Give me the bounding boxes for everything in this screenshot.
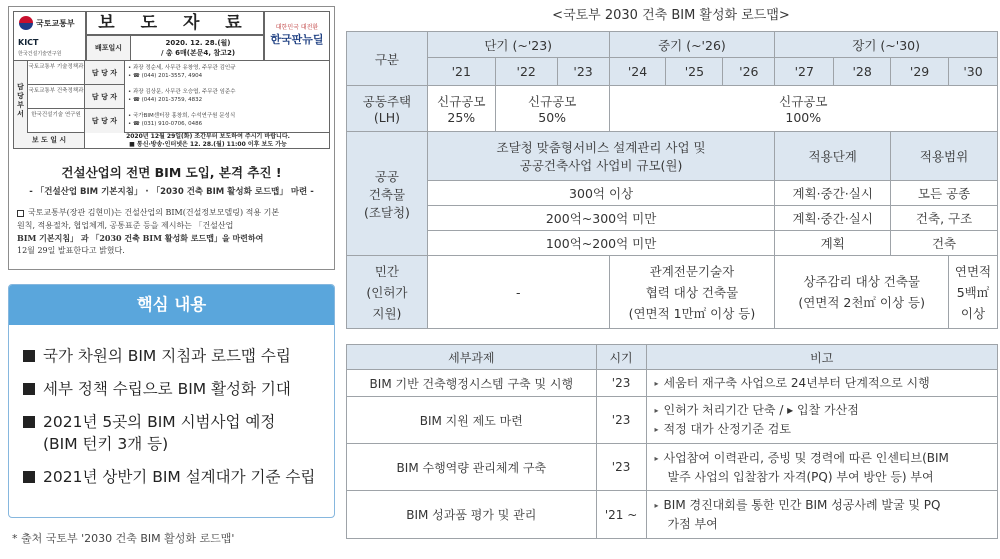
public-stage-cell: 계획 <box>775 231 891 256</box>
public-label-line: 공공 <box>374 168 399 184</box>
note-line: 가점 부여 <box>667 517 718 531</box>
taeguk-icon <box>19 16 33 30</box>
key-contents-list <box>9 325 334 488</box>
period-cell: '23 <box>596 444 646 491</box>
public-row-label <box>347 132 428 256</box>
task-header: 세부과제 <box>347 345 597 370</box>
public-stage-cell: 계획·중간·실시 <box>775 181 891 206</box>
task-cell: BIM 지원 제도 마련 <box>347 397 597 444</box>
list-item <box>23 378 334 400</box>
public-size-header <box>427 132 774 181</box>
notes-cell <box>646 397 997 444</box>
year-header: '21 <box>427 58 495 86</box>
list-item-text: 2021년 5곳의 BIM 시범사업 예정 <box>43 413 276 431</box>
public-stage-cell: 계획·중간·실시 <box>775 206 891 231</box>
ministry-logo: 국토교통부 <box>36 19 75 28</box>
note-line: 사업참여 이력관리, 증빙 및 경력에 따른 인센티브(BIM <box>663 450 949 465</box>
private-mid-line: 협력 대상 건축물 <box>645 284 739 300</box>
department-label: 담당 부서 <box>14 61 28 133</box>
list-item-text: 2021년 상반기 BIM 설계대가 기준 수립 <box>43 468 316 486</box>
year-header: '24 <box>609 58 666 86</box>
release-time-row <box>13 133 330 149</box>
table-row <box>347 491 998 539</box>
private-row-label <box>347 256 428 329</box>
contact-info <box>128 85 236 104</box>
contact-info <box>128 109 235 128</box>
list-item <box>23 345 334 367</box>
square-bullet-icon <box>23 383 35 395</box>
notes-cell <box>646 444 997 491</box>
note-line: BIM 경진대회를 통한 민간 BIM 성공사례 발굴 및 PQ <box>663 498 941 512</box>
year-header: '27 <box>775 58 834 86</box>
public-scope-cell: 건축, 구조 <box>891 206 998 231</box>
contact-info <box>128 61 236 80</box>
press-body <box>17 207 329 257</box>
square-bullet-icon <box>23 471 35 483</box>
triangle-bullet-icon: ▸ <box>654 501 659 510</box>
private-label-line: 지원) <box>372 305 402 321</box>
phase-short-header: 단기 (~'23) <box>427 32 609 58</box>
public-scope-cell: 건축 <box>891 231 998 256</box>
body-line: BIM 기본지침」 과 「2030 건축 BIM 활성화 로드맵」을 마련하여 <box>17 233 264 243</box>
list-item-text: 국가 차원의 BIM 지침과 로드맵 수립 <box>43 347 291 365</box>
period-cell: '23 <box>596 397 646 444</box>
checkbox-icon <box>17 210 24 217</box>
key-contents-title: 핵심 내용 <box>9 285 334 325</box>
contact-org: 한국건설기술 연구원 <box>28 109 85 133</box>
lh-cell-text: 100% <box>785 110 822 125</box>
lh-cell-text: 신규공모 <box>779 94 828 109</box>
note-line: 적정 대가 산정기준 검토 <box>663 422 791 436</box>
date-label: 배포일시 <box>87 36 131 60</box>
lh-cell-text: 신규공모 <box>528 94 577 109</box>
private-mid-line: (연면적 1만㎡ 이상 등) <box>628 305 756 321</box>
contact-info-line: • 국가BIM센터장 홍창희, 수석연구원 문성식 <box>128 113 236 119</box>
contact-org: 국토교통부 기술정책과 <box>28 61 85 85</box>
square-bullet-icon <box>23 350 35 362</box>
category-header: 구분 <box>347 32 428 86</box>
lh-cell-text: 신규공모 <box>437 94 486 109</box>
roadmap-table <box>346 31 998 329</box>
new-deal-name: 한국판뉴딜 <box>270 33 324 46</box>
private-long-line: (연면적 2천㎡ 이상 등) <box>798 295 925 310</box>
private-label-line: 민간 <box>374 263 399 279</box>
release-label: 보 도 일 시 <box>14 133 85 148</box>
press-subheadline: - 「건설산업 BIM 기본지침」 · 「2030 건축 BIM 활성화 로드맵」 마련 - <box>29 187 314 197</box>
year-header: '28 <box>834 58 891 86</box>
public-size-cell: 100억~200억 미만 <box>427 231 774 256</box>
public-size-header-line: 공공건축사업 사업비 규모(원) <box>519 158 683 173</box>
new-deal-logo <box>264 11 330 61</box>
private-label-line: (인허가 <box>366 284 408 300</box>
public-label-line: 건축물 <box>368 186 406 202</box>
private-mid-cell <box>609 256 775 329</box>
lh-cell-text: 25% <box>447 110 476 125</box>
press-release-header <box>13 11 330 149</box>
release-line: 2020년 12월 29일(화) 조간부터 보도하여 주시기 바랍니다. <box>126 133 290 140</box>
task-cell: BIM 수행역량 관리체계 구축 <box>347 444 597 491</box>
public-label-line: (조달청) <box>363 204 410 220</box>
contact-info-line: • ☎ (031) 910-0706, 0486 <box>128 121 203 127</box>
contact-manager-label: 담 당 자 <box>85 61 125 85</box>
press-headline: 건설산업의 전면 BIM 도입, 본격 추진 ! <box>61 165 282 180</box>
tasks-table <box>346 344 998 539</box>
lh-cell-21 <box>427 86 495 132</box>
note-line: 발주 사업의 입찰참가 자격(PQ) 부여 방안 등) 부여 <box>667 469 934 484</box>
roadmap-title: <국토부 2030 건축 BIM 활성화 로드맵> <box>552 8 790 23</box>
notes-cell <box>646 370 997 397</box>
distribution-date-row <box>86 35 264 61</box>
period-cell: '21 ~ <box>596 491 646 539</box>
logo-panel <box>13 11 86 61</box>
public-size-cell: 200억~300억 미만 <box>427 206 774 231</box>
lh-cell-text: 50% <box>538 110 567 125</box>
year-header: '23 <box>557 58 609 86</box>
year-header: '22 <box>495 58 557 86</box>
list-item-text: (BIM 턴키 3개 등) <box>43 435 169 453</box>
release-value <box>88 133 328 148</box>
private-short-cell: - <box>427 256 609 329</box>
list-item-text: 세부 정책 수립으로 BIM 활성화 기대 <box>43 380 291 398</box>
source-note: * 출처 국토부 '2030 건축 BIM 활성화 로드맵' <box>12 532 235 545</box>
private-end-line: 5백㎡ <box>956 284 990 300</box>
period-cell: '23 <box>596 370 646 397</box>
body-line: 12월 29일 발표한다고 밝혔다. <box>17 245 125 255</box>
lh-cell-22-23 <box>495 86 609 132</box>
task-cell: BIM 기반 건축행정시스템 구축 및 시행 <box>347 370 597 397</box>
task-cell: BIM 성과품 평가 및 관리 <box>347 491 597 539</box>
contact-info-line: • 과장 김상문, 사무관 오승엽, 주무관 임준수 <box>128 89 236 95</box>
period-header: 시기 <box>596 345 646 370</box>
note-line: 인허가 처리기간 단축 / ▸ 입찰 가산점 <box>663 403 859 417</box>
lh-label-line: 공동주택 <box>362 94 412 109</box>
year-header: '26 <box>723 58 775 86</box>
scope-header: 적용범위 <box>891 132 998 181</box>
table-row <box>347 397 998 444</box>
lh-cell-24-30 <box>609 86 997 132</box>
private-end-line: 이상 <box>960 305 986 321</box>
notes-cell <box>646 491 997 539</box>
triangle-bullet-icon: ▸ <box>654 378 659 388</box>
lh-label-line: (LH) <box>373 110 400 125</box>
contact-info-line: • 과장 정순세, 사무관 유창영, 주무관 김인규 <box>128 65 236 71</box>
notes-header: 비고 <box>646 345 997 370</box>
stage-header: 적용단계 <box>775 132 891 181</box>
contact-info-line: • ☎ (044) 201-3557, 4904 <box>128 73 203 79</box>
body-line: 국토교통부(장관 김현미)는 건설산업의 BIM(건설정보모델링) 적용 기본 <box>28 208 280 217</box>
contact-manager-label: 담 당 자 <box>85 109 125 133</box>
square-bullet-icon <box>23 416 35 428</box>
triangle-bullet-icon: ▸ <box>654 406 659 415</box>
private-end-line: 연면적 <box>954 263 992 279</box>
release-line: ■ 통신·방송·인터넷은 12. 28.(월) 11:00 이후 보도 가능 <box>129 140 287 148</box>
press-release-thumbnail <box>8 6 335 270</box>
kict-logo-sub: 한국건설기술연구원 <box>18 51 62 57</box>
table-row <box>347 444 998 491</box>
contact-table <box>13 61 330 133</box>
list-item <box>23 411 334 455</box>
table-row <box>347 370 998 397</box>
press-release-title: 보 도 자 료 <box>86 11 264 35</box>
private-long-cell <box>775 256 949 329</box>
triangle-bullet-icon: ▸ <box>654 425 659 434</box>
public-size-cell: 300억 이상 <box>427 181 774 206</box>
phase-mid-header: 중기 (~'26) <box>609 32 775 58</box>
contact-org: 국토교통부 건축정책과 <box>28 85 85 109</box>
key-contents-box <box>8 284 335 518</box>
contact-manager-label: 담 당 자 <box>85 85 125 109</box>
year-header: '29 <box>891 58 949 86</box>
date-value-line1: 2020. 12. 28.(월) <box>165 39 231 47</box>
body-line: 원칙, 적용절차, 협업체계, 공통표준 등을 제시하는 「건설산업 <box>17 220 234 230</box>
list-item <box>23 466 334 488</box>
year-header: '30 <box>949 58 998 86</box>
date-value-line2: / 총 6매(본문4, 참고2) <box>160 49 236 57</box>
note-line: 세움터 재구축 사업으로 24년부터 단계적으로 시행 <box>663 375 930 390</box>
lh-row-label <box>347 86 428 132</box>
private-end-cell <box>949 256 998 329</box>
triangle-bullet-icon: ▸ <box>654 453 659 463</box>
contact-info-line: • ☎ (044) 201-3759, 4832 <box>128 97 203 103</box>
public-size-header-line: 조달청 맞춤형서비스 설계관리 사업 및 <box>496 140 706 155</box>
new-deal-tag: 대한민국 대전환 <box>275 24 319 31</box>
phase-long-header: 장기 (~'30) <box>775 32 998 58</box>
kict-logo: KICT <box>18 38 39 47</box>
private-mid-line: 관계전문기술자 <box>649 263 735 279</box>
year-header: '25 <box>666 58 723 86</box>
public-scope-cell: 모든 공종 <box>891 181 998 206</box>
date-value <box>135 38 261 58</box>
private-long-line: 상주감리 대상 건축물 <box>803 274 920 289</box>
